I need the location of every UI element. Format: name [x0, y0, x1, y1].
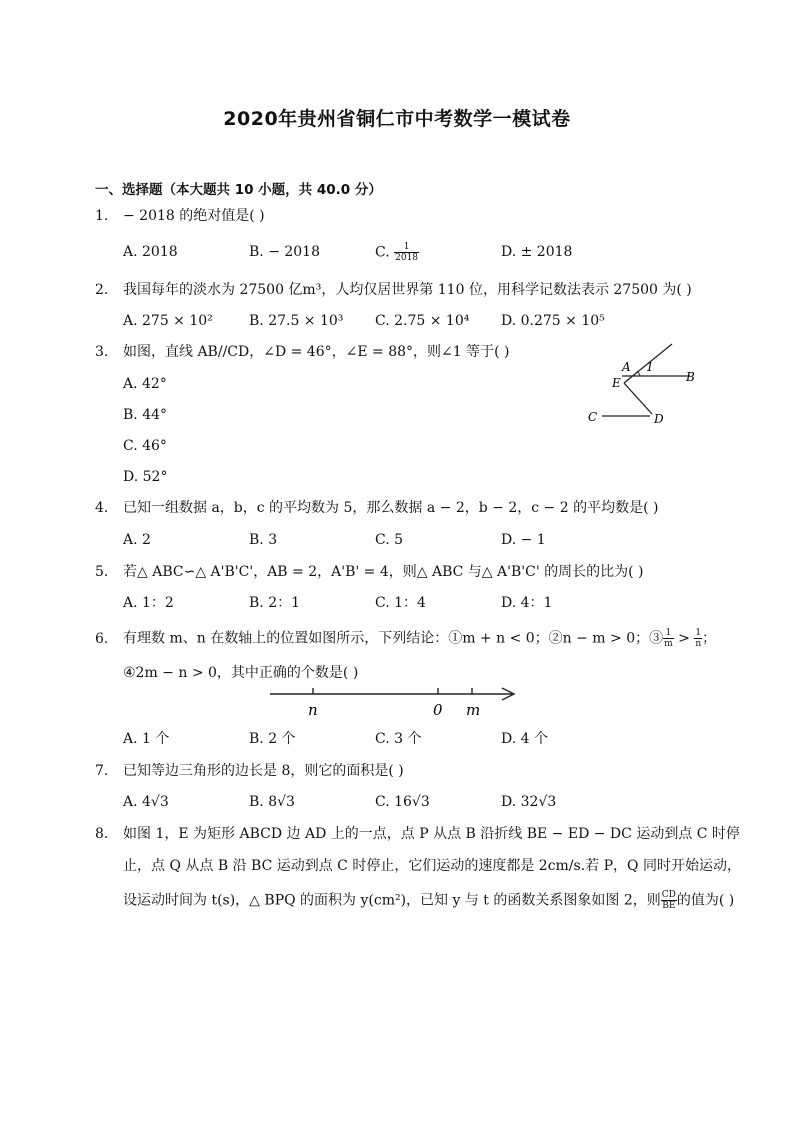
option-b: B. 3: [249, 532, 278, 548]
option-a: A. 1：2: [123, 595, 174, 611]
number-line-figure: [268, 682, 522, 722]
option-b: B. − 2018: [249, 244, 320, 260]
fraction: $\frac{1}{2018}$: [395, 242, 419, 263]
label-e: E: [612, 376, 621, 390]
question-number: 7.: [95, 763, 109, 779]
label-b: B: [686, 370, 695, 384]
option-d: D. 0.275 × 10⁵: [501, 313, 605, 329]
question-4: [95, 498, 658, 518]
option-a: A. 4√3: [123, 794, 169, 810]
label-d: D: [654, 412, 664, 426]
question-stem: 已知一组数据 a，b，c 的平均数为 5，那么数据 a − 2，b − 2，c − 2 的平均数是( ): [123, 500, 659, 516]
question-5: [95, 562, 644, 582]
option-d: D. − 1: [501, 532, 546, 548]
question-6-line-2: ④2m − n > 0，其中正确的个数是( ): [123, 665, 359, 681]
label-m: m: [466, 701, 481, 719]
question-number: 4.: [95, 500, 109, 516]
question-stem: − 2018 的绝对值是( ): [123, 208, 265, 224]
question-2: [95, 280, 692, 300]
page-title: 2020年贵州省铜仁市中考数学一模试卷: [223, 108, 571, 130]
label-a: A: [622, 360, 631, 374]
label-angle-1: 1: [646, 360, 654, 374]
option-c: C. 46°: [123, 438, 167, 454]
parallel-lines-figure: [580, 340, 710, 435]
question-6: [95, 628, 716, 649]
option-c: C. 2.75 × 10⁴: [375, 313, 470, 329]
option-c: C. 1：4: [375, 595, 426, 611]
option-c: C. $\frac{1}{2018}$: [375, 242, 419, 263]
option-b: B. 2：1: [249, 595, 301, 611]
label-n: n: [308, 701, 318, 719]
question-3: [95, 342, 509, 362]
fraction: $\frac{1}{m}$: [664, 628, 673, 649]
option-a: A. 1 个: [123, 731, 170, 747]
option-a: A. 2: [123, 532, 151, 548]
option-d: D. 52°: [123, 469, 168, 485]
option-b: B. 8√3: [249, 794, 295, 810]
option-a: A. 42°: [123, 376, 167, 392]
label-zero: 0: [433, 701, 443, 719]
question-stem: 已知等边三角形的边长是 8，则它的面积是( ): [123, 763, 404, 779]
question-number: 2.: [95, 282, 109, 298]
question-8-line-2: 止，点 Q 从点 B 沿 BC 运动到点 C 时停止，它们运动的速度都是 2cm/s.若 P，Q 同时开始运动，: [123, 858, 741, 874]
option-b: B. 27.5 × 10³: [249, 313, 344, 329]
question-stem: 我国每年的淡水为 27500 亿m³，人均仅居世界第 110 位，用科学记数法表示 27500 为( ): [123, 282, 692, 298]
question-8: [95, 824, 740, 844]
option-d: D. 4：1: [501, 595, 553, 611]
comparison-sign: >: [678, 630, 690, 647]
question-7: [95, 761, 404, 781]
option-d: D. ± 2018: [501, 244, 573, 260]
fraction: $\frac{1}{n}$: [695, 628, 702, 649]
fraction: $\frac{CD}{BE}$: [661, 890, 676, 911]
label-c: C: [588, 410, 598, 424]
option-d: D. 4 个: [501, 731, 548, 747]
option-c: C. 3 个: [375, 731, 422, 747]
question-stem: 如图 1，E 为矩形 ABCD 边 AD 上的一点，点 P 从点 B 沿折线 BE − ED − DC 运动到点 C 时停: [123, 826, 740, 842]
question-number: 6.: [95, 630, 109, 647]
question-stem: 如图，直线 AB//CD，∠D = 46°，∠E = 88°，则∠1 等于( ): [123, 344, 510, 360]
option-c: C. 16√3: [375, 794, 430, 810]
question-number: 3.: [95, 344, 109, 360]
question-stem: 若△ ABC∽△ A'B'C'，AB = 2，A'B' = 4，则△ ABC 与△ A'B'C' 的周长的比为( ): [123, 564, 644, 580]
option-d: D. 32√3: [501, 794, 557, 810]
option-a: A. 2018: [123, 244, 178, 260]
option-c: C. 5: [375, 532, 404, 548]
stem-punctuation: ；: [702, 630, 717, 647]
question-number: 8.: [95, 826, 109, 842]
question-8-line-3: 设运动时间为 t(s)，△ BPQ 的面积为 y(cm²)，已知 y 与 t 的函数关系图象如图 2，则 $\frac{CD}{BE}$ 的值为( ): [123, 890, 735, 911]
option-b: B. 2 个: [249, 731, 296, 747]
question-number: 5.: [95, 564, 109, 580]
question-stem: 有理数 m、n 在数轴上的位置如图所示，下列结论：①m + n < 0；②n − m > 0；③: [123, 630, 664, 647]
section-heading: 一、选择题（本大题共 10 小题，共 40.0 分）: [95, 182, 382, 198]
option-b: B. 44°: [123, 407, 168, 423]
question-1: [95, 206, 265, 226]
question-number: 1.: [95, 208, 109, 224]
option-a: A. 275 × 10²: [123, 313, 213, 329]
